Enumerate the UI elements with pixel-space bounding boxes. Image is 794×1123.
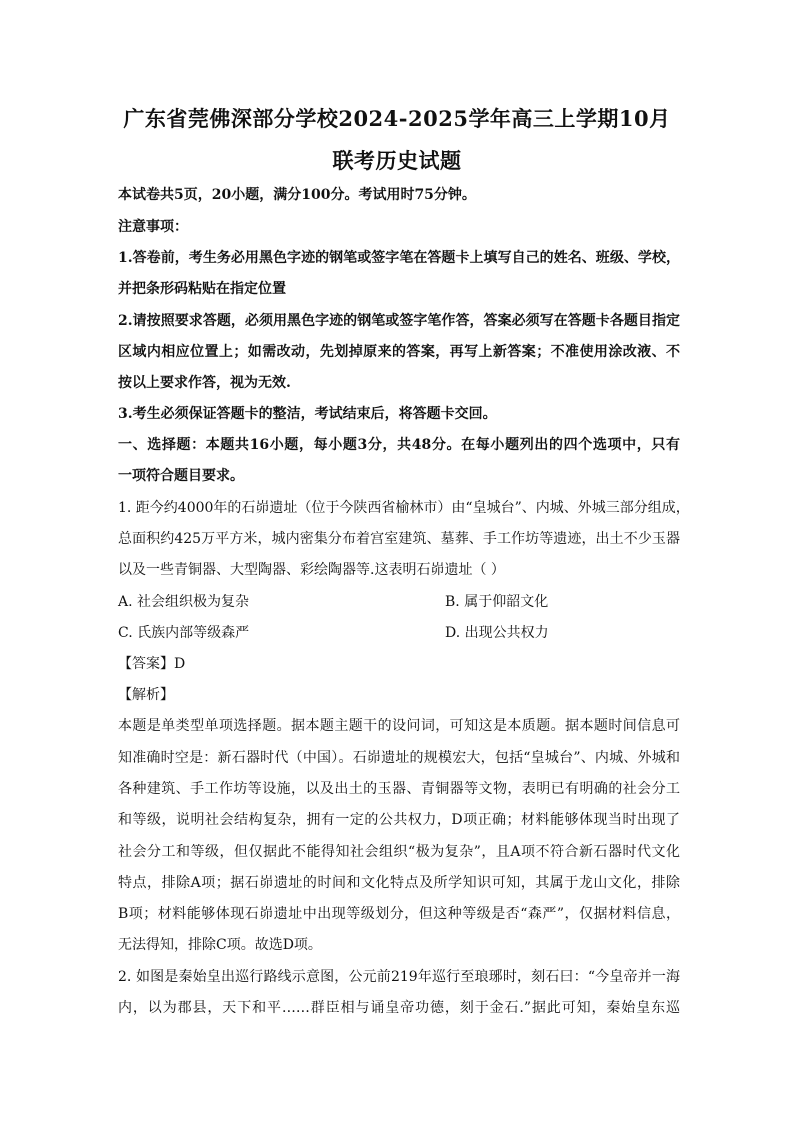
notice-heading: 注意事项：	[118, 219, 188, 235]
notice-item-1-cont: 并把条形码粘贴在指定位置	[118, 281, 286, 297]
analysis-line: 社会分工和等级，但仅据此不能得知社会组织“极为复杂”，且A项不符合新石器时代文化	[118, 844, 680, 860]
question-1-stem-cont: 总面积约425万平方米，城内密集分布着宫室建筑、墓葬、手工作坊等遗迹，出土不少玉器	[118, 531, 680, 547]
question-1-analysis-heading: 【解析】	[118, 687, 174, 703]
analysis-line: B项；材料能够体现石峁遗址中出现等级划分，但这种等级是否“森严”，仅据材料信息，	[118, 906, 680, 922]
question-2-stem-cont: 内，以为郡县，天下和平……群臣相与诵皇帝功德，刻于金石.”据此可知，秦始皇东巡	[118, 1000, 680, 1016]
analysis-line: 无法得知，排除C项。故选D项。	[118, 937, 322, 953]
document-title: 广东省莞佛深部分学校2024-2025学年高三上学期10月	[123, 106, 671, 131]
notice-item-2-cont: 区域内相应位置上；如需改动，先划掉原来的答案，再写上新答案；不准使用涂改液、不	[118, 344, 680, 360]
analysis-line: 知准确时空是：新石器时代（中国）。石峁遗址的规模宏大，包括“皇城台”、内城、外城和	[118, 750, 680, 766]
question-1-stem-end: 以及一些青铜器、大型陶器、彩绘陶器等.这表明石峁遗址（ ）	[118, 562, 505, 578]
analysis-line: 本题是单类型单项选择题。据本题主题干的设问词，可知这是本质题。据本题时间信息可	[118, 718, 680, 734]
analysis-line: 特点，排除A项；据石峁遗址的时间和文化特点及所学知识可知，其属于龙山文化，排除	[118, 875, 680, 891]
notice-item-2: 2.请按照要求答题，必须用黑色字迹的钢笔或签字笔作答，答案必须写在答题卡各题目指定	[118, 313, 680, 329]
notice-item-2-end: 按以上要求作答，视为无效.	[118, 375, 291, 391]
question-1-answer: 【答案】D	[118, 656, 186, 672]
question-1-option-b: B. 属于仰韶文化	[445, 594, 549, 610]
question-1-option-c: C. 氏族内部等级森严	[118, 625, 250, 641]
notice-item-3: 3.考生必须保证答题卡的整洁，考试结束后，将答题卡交回。	[118, 406, 497, 422]
exam-intro: 本试卷共5页，20小题，满分100分。考试用时75分钟。	[118, 187, 476, 203]
question-2-stem: 2. 如图是秦始皇出巡行路线示意图，公元前219年巡行至琅琊时，刻石曰：“今皇帝并一海	[118, 969, 680, 985]
question-1-stem: 1. 距今约4000年的石峁遗址（位于今陕西省榆林市）由“皇城台”、内城、外城三部分组成，	[118, 500, 690, 516]
section-heading: 一、选择题：本题共16小题，每小题3分，共48分。在每小题列出的四个选项中，只有	[118, 437, 680, 453]
question-1-option-a: A. 社会组织极为复杂	[118, 594, 250, 610]
analysis-line: 各种建筑、手工作坊等设施，以及出土的玉器、青铜器等文物，表明已有明确的社会分工	[118, 781, 680, 797]
analysis-line: 和等级，说明社会结构复杂，拥有一定的公共权力，D项正确；材料能够体现当时出现了	[118, 812, 680, 828]
section-heading-cont: 一项符合题目要求。	[118, 468, 244, 484]
question-1-option-d: D. 出现公共权力	[445, 625, 549, 641]
document-subtitle: 联考历史试题	[332, 148, 462, 173]
notice-item-1: 1.答卷前，考生务必用黑色字迹的钢笔或签字笔在答题卡上填写自己的姓名、班级、学校，	[118, 250, 680, 266]
